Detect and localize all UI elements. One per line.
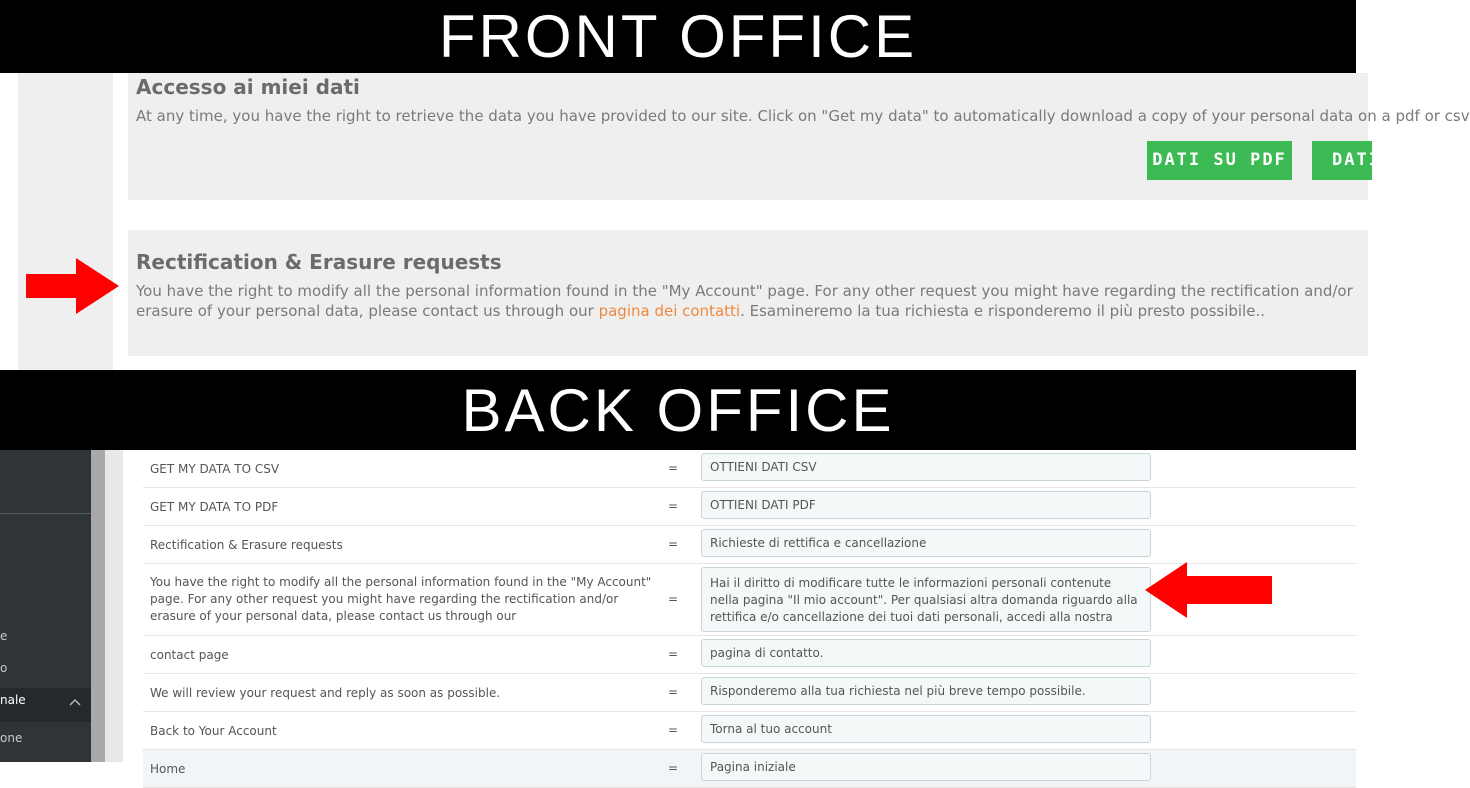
access-my-data-title: Accesso ai miei dati: [136, 75, 360, 99]
sidebar-item[interactable]: one: [0, 731, 23, 745]
translation-input[interactable]: Pagina iniziale: [701, 753, 1151, 781]
right-arrow-icon: [26, 258, 122, 314]
table-row: [143, 712, 1356, 750]
sidebar-item[interactable]: e: [0, 629, 8, 643]
source-string: GET MY DATA TO CSV: [150, 462, 280, 476]
get-data-csv-button[interactable]: DATI SU CSV: [1312, 141, 1372, 180]
translation-input[interactable]: pagina di contatto.: [701, 639, 1151, 667]
translation-input[interactable]: Torna al tuo account: [701, 715, 1151, 743]
sidebar-item-active-label: nale: [0, 693, 26, 707]
table-row: [143, 674, 1356, 712]
sidebar-scrollbar[interactable]: [91, 450, 123, 762]
source-string: GET MY DATA TO PDF: [150, 500, 279, 514]
access-my-data-text: At any time, you have the right to retrieve the data you have provided to our site. Click on "Get my data" to automatically download a copy of your personal data on a pdf or csv: [136, 107, 1470, 125]
translations-table: [143, 450, 1356, 788]
table-row: [143, 450, 1356, 488]
table-row: [143, 526, 1356, 564]
back-office-screenshot: [0, 450, 1356, 776]
translation-textarea[interactable]: Hai il diritto di modificare tutte le informazioni personali contenute nella pagina "Il mio account". Per qualsiasi altra domanda riguardo alla rettifica e/o cancellazione dei tuoi dati personali, accedi alla nostra: [701, 567, 1151, 632]
source-string: Back to Your Account: [150, 724, 277, 738]
source-string: You have the right to modify all the personal information found in the "My Account" page. For any other request you might have regarding the rectification and/or erasure of your personal data, please contact us through our: [150, 575, 652, 623]
left-arrow-icon: [1145, 562, 1273, 618]
equals-sign: =: [668, 499, 679, 513]
translation-input[interactable]: OTTIENI DATI PDF: [701, 491, 1151, 519]
translation-input[interactable]: Richieste di rettifica e cancellazione: [701, 529, 1151, 557]
equals-sign: =: [668, 723, 679, 737]
rectification-erasure-text: [136, 281, 1376, 321]
source-string: Rectification & Erasure requests: [150, 538, 343, 552]
access-my-data-panel: [128, 73, 1470, 200]
translation-input[interactable]: OTTIENI DATI CSV: [701, 453, 1151, 481]
table-row: [143, 636, 1356, 674]
equals-sign: =: [668, 461, 679, 475]
sidebar-divider: [0, 513, 91, 514]
rectification-text-after: . Esamineremo la tua richiesta e risponderemo il più presto possibile..: [740, 302, 1265, 320]
equals-sign: =: [668, 647, 679, 661]
equals-sign: =: [668, 685, 679, 699]
scrollbar-track[interactable]: [91, 450, 105, 762]
table-row: [143, 488, 1356, 526]
sidebar-item[interactable]: o: [0, 661, 8, 675]
table-row: [143, 750, 1356, 788]
front-office-banner: FRONT OFFICE: [0, 0, 1356, 73]
front-left-column: [18, 73, 113, 370]
contact-page-link[interactable]: pagina dei contatti: [598, 302, 741, 320]
front-office-screenshot: [0, 73, 1470, 370]
rectification-text-before: You have the right to modify all the personal information found in the "My Account" page. For any other request you might have regarding the rectification and/or erasure of your personal data, please contact us through our: [136, 282, 1353, 320]
source-string: contact page: [150, 648, 229, 662]
rectification-erasure-title: Rectification & Erasure requests: [136, 250, 502, 274]
chevron-up-icon: [69, 692, 81, 716]
equals-sign: =: [668, 592, 679, 606]
translation-input[interactable]: Risponderemo alla tua richiesta nel più breve tempo possibile.: [701, 677, 1151, 705]
source-string: We will review your request and reply as soon as possible.: [150, 686, 501, 700]
sidebar-item-active[interactable]: [0, 688, 91, 722]
equals-sign: =: [668, 537, 679, 551]
get-data-pdf-button[interactable]: DATI SU PDF: [1147, 141, 1292, 180]
source-string: Home: [150, 762, 186, 776]
back-office-banner: BACK OFFICE: [0, 370, 1356, 450]
admin-sidebar: [0, 450, 91, 762]
rectification-erasure-panel: [128, 230, 1368, 356]
equals-sign: =: [668, 761, 679, 775]
